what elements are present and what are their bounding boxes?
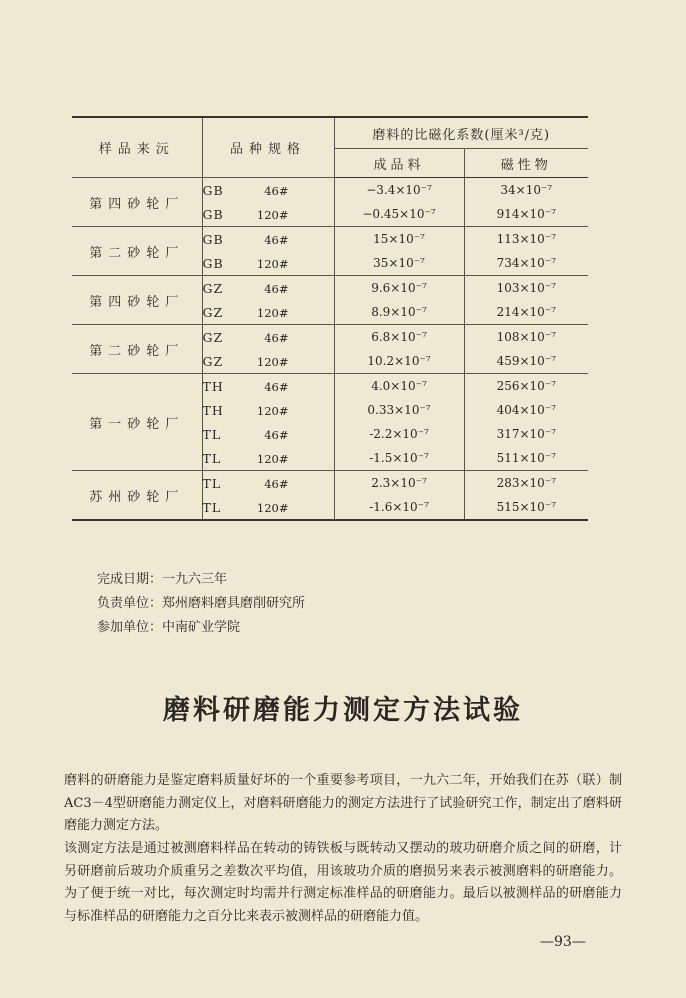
product-value: -1.6×10⁻⁷ (334, 495, 464, 520)
article-title: 磨料研磨能力测定方法试验 (163, 695, 523, 726)
spec-cell (202, 471, 334, 496)
header-magnetic: 磁性物 (464, 149, 588, 178)
magnetic-value: 511×10⁻⁷ (464, 446, 588, 471)
spec-cell (202, 398, 334, 422)
source-cell: 第二砂轮厂 (72, 227, 202, 276)
source-cell: 第二砂轮厂 (72, 325, 202, 374)
mesh-label: 120# (256, 256, 289, 271)
product-value: −0.45×10⁻⁷ (334, 202, 464, 227)
spec-cell (202, 251, 334, 276)
product-value: 8.9×10⁻⁷ (334, 300, 464, 325)
header-coefficient: 磨料的比磁化系数(厘米³/克) (334, 117, 588, 149)
grade-label: GZ (202, 353, 224, 369)
source-cell: 苏州砂轮厂 (72, 471, 202, 521)
mesh-label: 120# (256, 451, 289, 466)
product-value: -2.2×10⁻⁷ (334, 422, 464, 446)
mesh-label: 120# (256, 403, 289, 418)
table-row (72, 227, 588, 252)
magnetic-value: 404×10⁻⁷ (464, 398, 588, 422)
mesh-label: 46# (264, 379, 289, 394)
header-product: 成品料 (334, 149, 464, 178)
table-row (72, 178, 588, 203)
grade-label: GZ (202, 304, 224, 320)
mesh-label: 120# (256, 305, 289, 320)
responsible-unit: 负责单位：郑州磨料磨具磨削研究所 (97, 596, 306, 611)
magnetic-value: 34×10⁻⁷ (464, 178, 588, 203)
product-value: 2.3×10⁻⁷ (334, 471, 464, 496)
mesh-label: 120# (256, 500, 289, 515)
spec-cell (202, 349, 334, 374)
spec-cell (202, 422, 334, 446)
header-spec: 品种规格 (202, 117, 334, 178)
magnetic-coefficient-table (72, 116, 588, 521)
product-value: 4.0×10⁻⁷ (334, 374, 464, 399)
mesh-label: 46# (264, 427, 289, 442)
spec-cell (202, 178, 334, 203)
spec-cell (202, 495, 334, 520)
grade-label: TL (202, 426, 222, 442)
grade-label: GB (202, 255, 224, 271)
mesh-label: 46# (264, 330, 289, 345)
product-value: -1.5×10⁻⁷ (334, 446, 464, 471)
grade-label: GB (202, 231, 224, 247)
table-row (72, 471, 588, 496)
grade-label: TH (202, 378, 224, 394)
magnetic-value: 256×10⁻⁷ (464, 374, 588, 399)
spec-cell (202, 446, 334, 471)
grade-label: GB (202, 182, 224, 198)
grade-label: TH (202, 402, 224, 418)
magnetic-value: 734×10⁻⁷ (464, 251, 588, 276)
product-value: 15×10⁻⁷ (334, 227, 464, 252)
page-number: —93— (540, 934, 586, 950)
spec-cell (202, 374, 334, 399)
header-source: 样品来沅 (72, 117, 202, 178)
grade-label: TL (202, 450, 222, 466)
source-cell: 第四砂轮厂 (72, 276, 202, 325)
grade-label: TL (202, 475, 222, 491)
spec-cell (202, 276, 334, 301)
mesh-label: 120# (256, 207, 289, 222)
magnetic-value: 283×10⁻⁷ (464, 471, 588, 496)
mesh-label: 46# (264, 281, 289, 296)
grade-label: GZ (202, 280, 224, 296)
mesh-label: 46# (264, 183, 289, 198)
product-value: 35×10⁻⁷ (334, 251, 464, 276)
magnetic-value: 113×10⁻⁷ (464, 227, 588, 252)
product-value: 10.2×10⁻⁷ (334, 349, 464, 374)
mesh-label: 46# (264, 232, 289, 247)
source-cell: 第四砂轮厂 (72, 178, 202, 227)
mesh-label: 120# (256, 354, 289, 369)
table-row (72, 276, 588, 301)
paragraph-2: 该测定方法是通过被测磨料样品在转动的铸铁板与既转动又摆动的玻功研磨介质之间的研磨，计另研磨前后玻功介质重另之差数次平均值，用该玻功介质的磨损另来表示被测磨料的研磨能力。为了便于统一对比，每次测定时均需并行测定标准样品的研磨能力。最后以被测样品的研磨能力与标准样品的研磨能力之百分比来表示被测样品的研磨能力值。 (64, 841, 622, 924)
product-value: 0.33×10⁻⁷ (334, 398, 464, 422)
product-value: −3.4×10⁻⁷ (334, 178, 464, 203)
magnetic-value: 103×10⁻⁷ (464, 276, 588, 301)
magnetic-value: 459×10⁻⁷ (464, 349, 588, 374)
magnetic-value: 914×10⁻⁷ (464, 202, 588, 227)
spec-cell (202, 227, 334, 252)
product-value: 9.6×10⁻⁷ (334, 276, 464, 301)
spec-cell (202, 300, 334, 325)
table-body (72, 178, 588, 521)
grade-label: TL (202, 499, 222, 515)
completion-date: 完成日期：一九六三年 (97, 572, 228, 587)
product-value: 6.8×10⁻⁷ (334, 325, 464, 350)
participant-unit: 参加单位：中南矿业学院 (97, 620, 241, 635)
magnetic-value: 108×10⁻⁷ (464, 325, 588, 350)
spec-cell (202, 202, 334, 227)
spec-cell (202, 325, 334, 350)
table-row (72, 374, 588, 399)
magnetic-value: 317×10⁻⁷ (464, 422, 588, 446)
magnetic-value: 214×10⁻⁷ (464, 300, 588, 325)
grade-label: GZ (202, 329, 224, 345)
magnetic-value: 515×10⁻⁷ (464, 495, 588, 520)
table-row (72, 325, 588, 350)
mesh-label: 46# (264, 476, 289, 491)
paragraph-1: 磨料的研磨能力是鉴定磨料质量好坏的一个重要参考项目，一九六二年，开始我们在苏（联）制AC3－4型研磨能力测定仪上，对磨料研磨能力的测定方法进行了试验研究工作，制定出了磨料研磨能力测定方法。 (64, 773, 622, 833)
grade-label: GB (202, 206, 224, 222)
source-cell: 第一砂轮厂 (72, 374, 202, 471)
